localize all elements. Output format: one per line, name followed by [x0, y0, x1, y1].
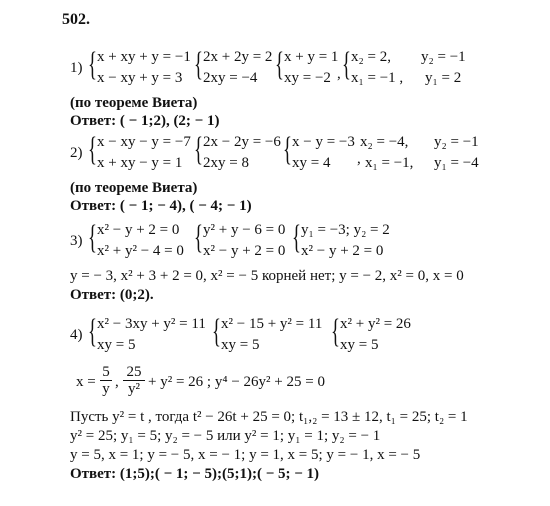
equation: xy = 5 [97, 337, 136, 353]
equation: x² − y + 2 = 0 [301, 243, 384, 259]
part2-label: 2) [70, 145, 83, 161]
denominator: y² [128, 381, 140, 397]
root: y₁ = −4 [434, 155, 479, 171]
equation: y² + y − 6 = 0 [203, 222, 286, 238]
part3-solution-line: y = − 3, x² + 3 + 2 = 0, x² = − 5 корней нет; y = − 2, x² = 0, x = 0 [70, 268, 464, 284]
solution-page: 502. 1) { x + xy + y = −1 x − xy + y = 3 { 2x + 2y = 2 2xy = −4 { x + y = 1 xy = −2 , { x₂ = 2, x₁ = −1 , y₂ = −1 y₁ = 2 (по теореме Виета) Ответ: ( − 1;2), (2; − 1) 2) { x − xy − y = −7 x + xy − y = 1 { 2x − 2y = −6 2xy = 8 { x − y = −3 xy = 4 , x₂ = −4, y₂ = −1 x₁ = −1, y₁ = −4 (по теореме Виета) Ответ: ( − 1; − 4), ( − 4; − 1) 3) { x² − y + 2 = 0 x² + y² − 4 = 0 { y² + y − 6 = 0 x² − y + 2 = 0 { y₁ = −3; y₂ = 2 x² − y + 2 = 0 y = − 3, x² + 3 + 2 = 0, x² = − 5 корней нет; y = − 2, x² = 0, x = 0 Ответ: (0;2). 4) { x² − 3xy + y² = 11 xy = 5 { x² − 15 + y² = 11 xy = 5 { x² + y² = 26 xy = 5 x = 5 y , 25 y² + y² = 26 ; y⁴ − 26y² + 25 = 0 Пусть y² = t , тогда t² − 26t + 25 = 0; t₁,₂ = 13 ± 12, t₁ = 25; t₂ = 1 y² = 25; y₁ = 5; y₂ = − 5 или y² = 1; y₁ = 1; y₂ = − 1 y = 5, x = 1; y = − 5, x = − 1; y = 1, x = 5; y = − 1, x = − 5 Ответ: (1;5);( − 1; − 5);(5;1);( − 5; − 1) [62, 11, 479, 482]
equation: x² − y + 2 = 0 [203, 243, 286, 259]
vieta-note: (по теореме Виета) [70, 95, 198, 111]
equation: x − xy + y = 3 [97, 70, 183, 86]
part1-comma: , [337, 66, 341, 82]
root: y₂ = −1 [421, 49, 466, 65]
fraction-25-over-y2 [123, 364, 145, 397]
substitution-rest: + y² = 26 ; y⁴ − 26y² + 25 = 0 [148, 374, 325, 390]
substitution-lhs: x = [76, 374, 96, 390]
root: y₂ = −1 [434, 134, 479, 150]
fraction-5-over-y [100, 364, 112, 397]
numerator: 25 [126, 364, 142, 380]
part4-line-1: Пусть y² = t , тогда t² − 26t + 25 = 0; t₁,₂ = 13 ± 12, t₁ = 25; t₂ = 1 [70, 409, 468, 425]
part2-comma: , [357, 151, 361, 167]
equation: x − y = −3 [292, 134, 355, 150]
part3-label: 3) [70, 233, 83, 249]
equation: xy = 4 [292, 155, 331, 171]
equation: xy = 5 [340, 337, 379, 353]
equation: 2x + 2y = 2 [203, 49, 273, 65]
equation: xy = −2 [284, 70, 331, 86]
part4-line-2: y² = 25; y₁ = 5; y₂ = − 5 или y² = 1; y₁ = 1; y₂ = − 1 [70, 428, 381, 444]
equation: 2xy = −4 [203, 70, 258, 86]
root: x₂ = −4, [360, 134, 409, 150]
equation: x² − 3xy + y² = 11 [97, 316, 206, 332]
part4-answer: Ответ: (1;5);( − 1; − 5);(5;1);( − 5; − 1) [70, 466, 320, 482]
root: y₁ = −3; y₂ = 2 [301, 222, 390, 238]
part4-label: 4) [70, 327, 83, 343]
equation: 2x − 2y = −6 [203, 134, 281, 150]
equation: x² + y² − 4 = 0 [97, 243, 184, 259]
root: y₁ = 2 [425, 70, 462, 86]
equation: x + xy − y = 1 [97, 155, 183, 171]
part1-label: 1) [70, 60, 83, 76]
equation: x − xy − y = −7 [97, 134, 191, 150]
part4-line-3: y = 5, x = 1; y = − 5, x = − 1; y = 1, x = 5; y = − 1, x = − 5 [70, 447, 421, 463]
equation: 2xy = 8 [203, 155, 249, 171]
equation: x + y = 1 [284, 49, 339, 65]
equation: x² + y² = 26 [340, 316, 411, 332]
root: x₁ = −1, [365, 155, 414, 171]
denominator: y [102, 381, 110, 397]
problem-number: 502. [62, 11, 90, 28]
vieta-note: (по теореме Виета) [70, 180, 198, 196]
equation: xy = 5 [221, 337, 260, 353]
equation: x² − 15 + y² = 11 [221, 316, 323, 332]
equation: x + xy + y = −1 [97, 49, 191, 65]
root: x₁ = −1 , [351, 70, 404, 86]
equation: x² − y + 2 = 0 [97, 222, 180, 238]
numerator: 5 [102, 364, 110, 380]
part2-answer: Ответ: ( − 1; − 4), ( − 4; − 1) [70, 198, 252, 214]
part3-answer: Ответ: (0;2). [70, 287, 154, 303]
root: x₂ = 2, [351, 49, 391, 65]
part1-answer: Ответ: ( − 1;2), (2; − 1) [70, 113, 220, 129]
separator: , [115, 374, 119, 390]
